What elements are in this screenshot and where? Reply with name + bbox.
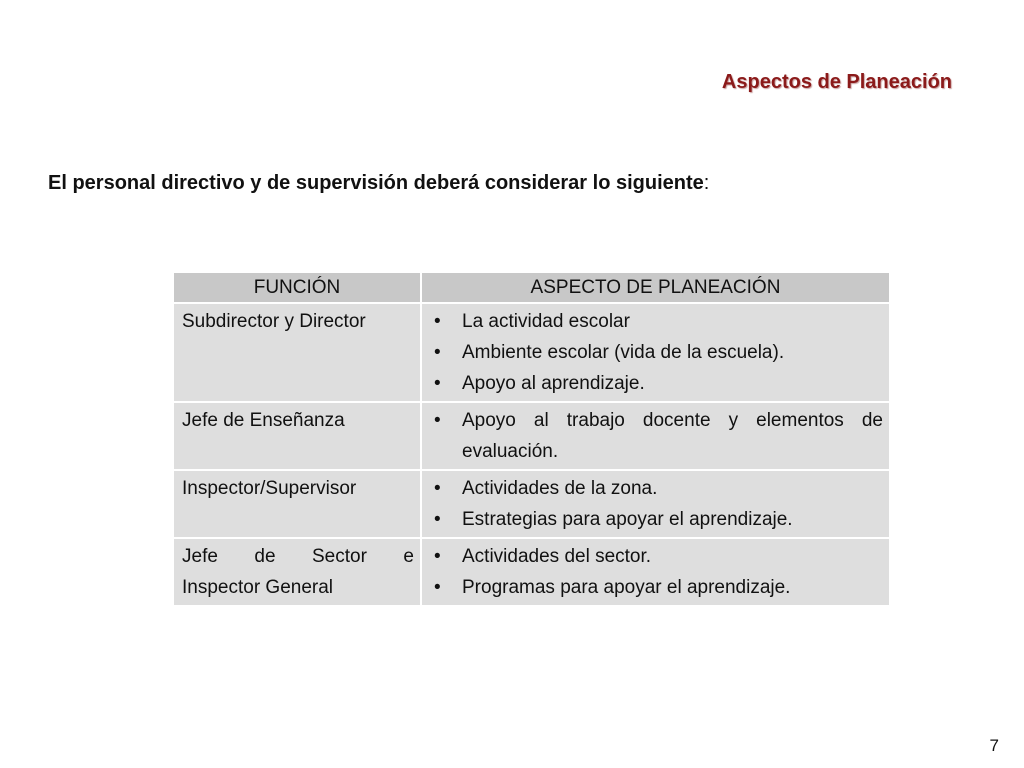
list-item: • Actividades de la zona. <box>430 473 883 504</box>
funcion-last-line: Inspector General <box>182 577 334 598</box>
intro-colon: : <box>703 172 710 194</box>
table-header-row <box>174 273 889 302</box>
aspectos-cell <box>422 471 889 537</box>
slide-title: Aspectos de Planeación <box>721 71 952 93</box>
list-item: • Actividades del sector. <box>430 541 883 572</box>
header-aspecto: ASPECTO DE PLANEACIÓN <box>422 273 889 302</box>
intro-text-body: El personal directivo y de supervisión deberá considerar lo siguiente <box>48 172 704 194</box>
funcion-cell: Jefe de Enseñanza <box>174 403 420 469</box>
funcion-cell: Subdirector y Director <box>174 304 420 401</box>
list-item: • Estrategias para apoyar el aprendizaje. <box>430 504 883 535</box>
planning-table <box>172 271 891 607</box>
list-item: • Programas para apoyar el aprendizaje. <box>430 572 883 603</box>
aspectos-cell <box>422 403 889 469</box>
table-row <box>174 471 889 537</box>
funcion-cell <box>174 539 420 605</box>
aspect-list <box>430 541 883 603</box>
list-item: • Ambiente escolar (vida de la escuela). <box>430 337 883 368</box>
aspect-list <box>430 473 883 535</box>
list-item: • La actividad escolar <box>430 306 883 337</box>
aspectos-cell <box>422 304 889 401</box>
funcion-word: Sector <box>312 546 367 567</box>
page-number: 7 <box>989 736 999 755</box>
list-item: • Apoyo al trabajo docente y elementos de evaluación. <box>430 405 883 467</box>
table-row <box>174 539 889 605</box>
aspectos-cell <box>422 539 889 605</box>
funcion-word: e <box>403 546 414 567</box>
header-funcion: FUNCIÓN <box>174 273 420 302</box>
list-item: • Apoyo al aprendizaje. <box>430 368 883 399</box>
funcion-cell: Inspector/Supervisor <box>174 471 420 537</box>
intro-text <box>48 172 709 195</box>
table-row <box>174 403 889 469</box>
aspect-list <box>430 405 883 467</box>
aspect-list <box>430 306 883 399</box>
table-row <box>174 304 889 401</box>
funcion-word: Jefe <box>182 546 218 567</box>
funcion-justified-line <box>182 541 414 572</box>
funcion-word: de <box>254 546 276 567</box>
